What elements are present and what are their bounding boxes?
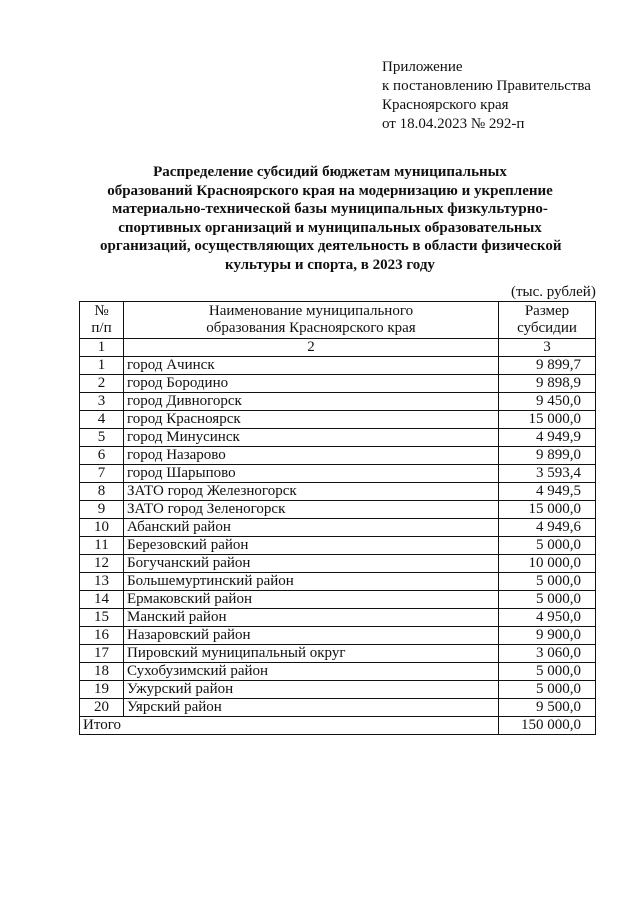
row-number: 1 (80, 357, 124, 375)
municipality-name: Ужурский район (124, 681, 499, 699)
subsidy-value: 9 500,0 (499, 699, 596, 717)
municipality-name: ЗАТО город Железногорск (124, 483, 499, 501)
subsidy-value: 4 949,6 (499, 519, 596, 537)
municipality-name: город Назарово (124, 447, 499, 465)
municipality-name: город Ачинск (124, 357, 499, 375)
municipality-name: город Красноярск (124, 411, 499, 429)
municipality-name: Большемуртинский район (124, 573, 499, 591)
subsidy-value: 5 000,0 (499, 663, 596, 681)
column-index-row (80, 339, 596, 357)
table-row (80, 447, 596, 465)
row-number: 10 (80, 519, 124, 537)
row-number: 12 (80, 555, 124, 573)
table-row (80, 699, 596, 717)
table-row (80, 501, 596, 519)
subsidy-value: 5 000,0 (499, 681, 596, 699)
municipality-name: город Бородино (124, 375, 499, 393)
municipality-name: Сухобузимский район (124, 663, 499, 681)
municipality-name: Богучанский район (124, 555, 499, 573)
subsidy-table (79, 301, 596, 735)
municipality-name: Абанский район (124, 519, 499, 537)
municipality-name: Пировский муниципальный округ (124, 645, 499, 663)
row-number: 20 (80, 699, 124, 717)
table-row (80, 519, 596, 537)
table-row (80, 591, 596, 609)
subsidy-value: 5 000,0 (499, 591, 596, 609)
subsidy-value: 9 898,9 (499, 375, 596, 393)
appendix-line: к постановлению Правительства (382, 78, 591, 94)
header-number: № п/п (80, 302, 124, 339)
subsidy-value: 3 060,0 (499, 645, 596, 663)
subsidy-value: 5 000,0 (499, 537, 596, 555)
column-index: 2 (124, 339, 499, 357)
row-number: 18 (80, 663, 124, 681)
row-number: 16 (80, 627, 124, 645)
subsidy-value: 10 000,0 (499, 555, 596, 573)
row-number: 5 (80, 429, 124, 447)
header-subsidy: Размер субсидии (499, 302, 596, 339)
row-number: 2 (80, 375, 124, 393)
table-row (80, 645, 596, 663)
row-number: 11 (80, 537, 124, 555)
subsidy-value: 9 450,0 (499, 393, 596, 411)
row-number: 3 (80, 393, 124, 411)
row-number: 13 (80, 573, 124, 591)
appendix-line: Красноярского края (382, 97, 509, 113)
table-row (80, 465, 596, 483)
municipality-name: Уярский район (124, 699, 499, 717)
subsidy-value: 15 000,0 (499, 411, 596, 429)
row-number: 15 (80, 609, 124, 627)
municipality-name: город Минусинск (124, 429, 499, 447)
municipality-name: Ермаковский район (124, 591, 499, 609)
municipality-name: Манский район (124, 609, 499, 627)
table-row (80, 375, 596, 393)
subsidy-value: 9 899,7 (499, 357, 596, 375)
appendix-block (382, 58, 591, 134)
document-title (100, 163, 560, 274)
row-number: 6 (80, 447, 124, 465)
municipality-name: Назаровский район (124, 627, 499, 645)
appendix-line: от 18.04.2023 № 292-п (382, 116, 525, 132)
title-line: образований Красноярского края на модернизацию и укрепление (107, 182, 553, 199)
row-number: 14 (80, 591, 124, 609)
table-row (80, 393, 596, 411)
table-row (80, 483, 596, 501)
subsidy-value: 4 949,5 (499, 483, 596, 501)
municipality-name: Березовский район (124, 537, 499, 555)
table-row (80, 609, 596, 627)
column-index: 1 (80, 339, 124, 357)
subsidy-value: 15 000,0 (499, 501, 596, 519)
title-line: спортивных организаций и муниципальных образовательных (118, 219, 542, 236)
row-number: 9 (80, 501, 124, 519)
table-row (80, 681, 596, 699)
total-value: 150 000,0 (499, 717, 596, 735)
title-line: культуры и спорта, в 2023 году (225, 256, 435, 273)
units-label: (тыс. рублей) (511, 284, 596, 300)
table-row (80, 627, 596, 645)
municipality-name: город Дивногорск (124, 393, 499, 411)
table-row (80, 555, 596, 573)
row-number: 8 (80, 483, 124, 501)
table-header-row (80, 302, 596, 339)
row-number: 17 (80, 645, 124, 663)
title-line: организаций, осуществляющих деятельность в области физической (100, 238, 562, 254)
total-label: Итого (80, 717, 499, 735)
header-municipality: Наименование муниципального образования Красноярского края (124, 302, 499, 339)
subsidy-value: 9 900,0 (499, 627, 596, 645)
row-number: 7 (80, 465, 124, 483)
subsidy-value: 5 000,0 (499, 573, 596, 591)
table-row (80, 411, 596, 429)
title-line: материально-технической базы муниципальных физкультурно- (112, 201, 548, 217)
total-row (80, 717, 596, 735)
column-index: 3 (499, 339, 596, 357)
table-row (80, 573, 596, 591)
appendix-line: Приложение (382, 59, 463, 75)
row-number: 4 (80, 411, 124, 429)
table-row (80, 663, 596, 681)
municipality-name: город Шарыпово (124, 465, 499, 483)
table-row (80, 429, 596, 447)
municipality-name: ЗАТО город Зеленогорск (124, 501, 499, 519)
subsidy-value: 4 950,0 (499, 609, 596, 627)
row-number: 19 (80, 681, 124, 699)
subsidy-value: 3 593,4 (499, 465, 596, 483)
table-row (80, 357, 596, 375)
subsidy-value: 4 949,9 (499, 429, 596, 447)
subsidy-value: 9 899,0 (499, 447, 596, 465)
title-line: Распределение субсидий бюджетам муниципальных (153, 164, 507, 180)
table-row (80, 537, 596, 555)
